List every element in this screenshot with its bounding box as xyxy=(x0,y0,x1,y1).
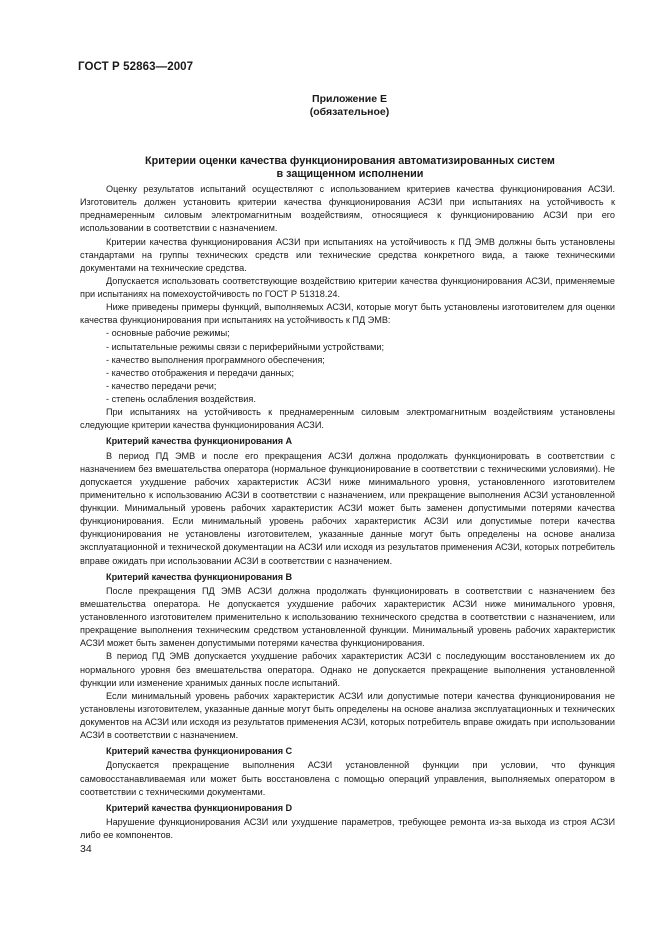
paragraph: Допускается использовать соответствующие воздействию критерии качества функционирования АСЗИ, применяемые при испытаниях на помехоустойчивость по ГОСТ Р 51318.24. xyxy=(80,275,615,299)
list-item: - качество отображения и передачи данных; xyxy=(106,367,295,378)
function-list xyxy=(80,327,615,406)
paragraph: Нарушение функционирования АСЗИ или ухудшение параметров, требующее ремонта из-за выхода из строя АСЗИ либо ее компонентов. xyxy=(80,816,615,840)
appendix-note: (обязательное) xyxy=(309,106,390,118)
section-title-line-2: в защищенном исполнении xyxy=(276,168,424,180)
criterion-a-heading: Критерий качества функционирования А xyxy=(106,436,293,447)
criterion-b-heading: Критерий качества функционирования В xyxy=(106,571,293,582)
document-body xyxy=(80,183,615,842)
standard-header: ГОСТ Р 52863—2007 xyxy=(78,61,194,73)
criterion-c-heading: Критерий качества функционирования С xyxy=(106,746,293,757)
paragraph: В период ПД ЭМВ допускается ухудшение рабочих характеристик АСЗИ с последующим восстановлением их до нормального уровня без вмешательства оператора. Однако не допускается прекращение выполнения установленной функции или изменение хранимых данных после испытаний. xyxy=(80,651,615,688)
section-title-line-1: Критерии оценки качества функционирования автоматизированных систем xyxy=(145,155,555,167)
paragraph: Критерии качества функционирования АСЗИ при испытаниях на устойчивость к ПД ЭМВ должны быть установлены стандартами на группы технических средств или технические средства конкретного вида, а также техническими документами на технические средства. xyxy=(80,236,615,273)
list-item: - качество передачи речи; xyxy=(106,380,217,391)
paragraph: При испытаниях на устойчивость к преднамеренным силовым электромагнитным воздействиям установлены следующие критерии качества функционирования АСЗИ. xyxy=(80,407,615,431)
paragraph: Оценку результатов испытаний осуществляют с использованием критериев качества функционирования АСЗИ. Изготовитель должен установить критерии качества функционирования АСЗИ при испытаниях на устойчивость к преднамеренным силовым электромагнитным воздействиям, относящиеся к функционированию АСЗИ при его использовании в соответствии с назначением. xyxy=(80,184,615,234)
section-title xyxy=(80,155,620,181)
paragraph: Если минимальный уровень рабочих характеристик АСЗИ или допустимые потери качества функционирования не установлены изготовителем, указанные данные могут быть определены на основе анализа эксплуатационных и технических документов на АСЗИ или исходя из результатов применения АСЗИ, которых потребитель вправе ожидать при использовании АСЗИ в соответствии с назначением. xyxy=(80,690,615,741)
appendix-label: Приложение Е xyxy=(312,93,387,105)
criterion-d-heading: Критерий качества функционирования D xyxy=(106,802,293,813)
appendix-heading xyxy=(0,93,661,119)
paragraph: После прекращения ПД ЭМВ АСЗИ должна продолжать функционировать в соответствии с назначением без вмешательства оператора. Не допускается ухудшение рабочих характеристик АСЗИ ниже минимального уровня, установленного изготовителем применительно к использованию технического средства в соответствии с назначением, или прекращение выполнения техническим средством установленной функции. Минимальный уровень рабочих характеристик АСЗИ может быть заменен допустимыми потерями качества функционирования. xyxy=(80,585,615,649)
list-item: - качество выполнения программного обеспечения; xyxy=(106,354,325,365)
list-item: - испытательные режимы связи с периферийными устройствами; xyxy=(106,341,385,352)
paragraph: Допускается прекращение выполнения АСЗИ установленной функции при условии, что функция самовосстанавливаемая или может быть восстановлена с помощью операций управления, выполняемых оператором в соответствии с техническими документами. xyxy=(80,760,615,797)
paragraph: В период ПД ЭМВ и после его прекращения АСЗИ должна продолжать функционировать в соответствии с назначением без вмешательства оператора (нормальное функционирование в соответствии с техническими условиями). Не допускается ухудшение рабочих характеристик АСЗИ ниже минимального уровня, установленного изготовителем применительно к использованию АСЗИ в соответствии с назначением, или прекращение выполнения АСЗИ установленной функции. Минимальный уровень рабочих характеристик АСЗИ может быть заменен допустимыми потерями качества функционирования. Если минимальный уровень рабочих характеристик АСЗИ или допустимые потери качества функционирования не установлены изготовителем, указанные данные могут быть определены на основе анализа эксплуатационной и технической документации на АСЗИ или исходя из результатов применения АСЗИ, которых потребитель вправе ожидать при использовании АСЗИ в соответствии с назначением. xyxy=(80,450,615,566)
page-number: 34 xyxy=(80,843,92,855)
list-item: - основные рабочие режимы; xyxy=(106,328,230,339)
paragraph: Ниже приведены примеры функций, выполняемых АСЗИ, которые могут быть установлены изготовителем для оценки качества функционирования при испытаниях на устойчивость к ПД ЭМВ: xyxy=(80,302,615,326)
list-item: - степень ослабления воздействия. xyxy=(106,394,256,404)
